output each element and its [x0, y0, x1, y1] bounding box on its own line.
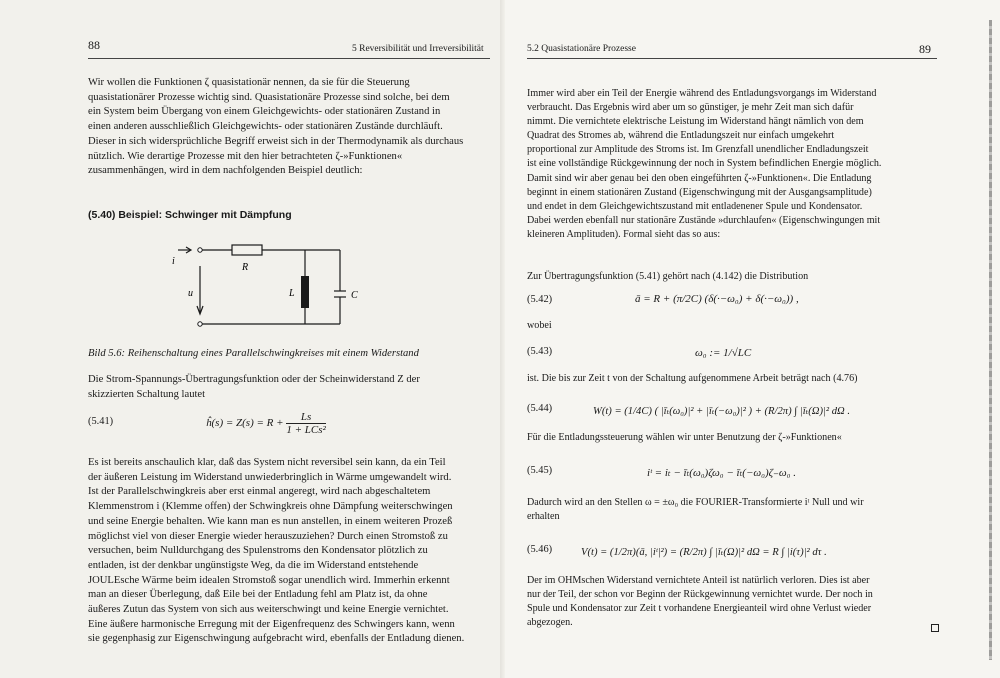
- equation-number-5-44: (5.44): [527, 403, 553, 414]
- text-line: proportional zur Amplitude des Stroms ist. Im Grenzfall unendlicher Endladungszeit: [527, 144, 869, 156]
- text-line: nimmt. Die vernichtete elektrische Leistung im Widerstand hängt nämlich von dem: [527, 116, 864, 128]
- text-line: Immer wird aber ein Teil der Energie während des Entladungsvorgangs im Widerstand: [527, 88, 877, 99]
- label-current: i: [172, 256, 175, 267]
- text-line: nur der Teil, der schon vor Beginn der Rückgewinnung vernichtet wurde. Der noch in: [527, 589, 873, 601]
- text-line: beginnt in einem stationären Zustand (Eigenschwingung mit der Ausgangsamplitude): [527, 186, 872, 198]
- text-line: versuchen, beim Nulldurchgang des Spulenstroms den Kondensator plötzlich zu: [88, 545, 428, 557]
- text-line: Ist der Parallelschwingkreis aber erst einmal angeregt, wird nach abgeschaltetem: [88, 486, 431, 498]
- fraction-denominator: 1 + LCs²: [286, 424, 326, 436]
- equation-number-5-46: (5.46): [527, 544, 553, 555]
- terminal-bottom: [198, 322, 202, 326]
- right-top-paragraph: [527, 87, 939, 242]
- text-line: kleineren Amplituden). Formal sieht das so aus:: [527, 228, 721, 240]
- closing-paragraph: [527, 574, 939, 630]
- equation-5-41-lhs: ĥ(s) = Z(s) = R +: [206, 417, 287, 430]
- equation-number-5-42: (5.42): [527, 294, 553, 305]
- text-line: sie gegenphasig zur Eigenschwingung aufgebracht wird, ebenfalls der Entladung dienen.: [88, 633, 465, 645]
- text-line: zusammenhängen, wird in dem nachfolgenden Beispiel deutlich:: [88, 165, 363, 177]
- circuit-diagram: [160, 236, 370, 338]
- zur-line: Zur Übertragungsfunktion (5.41) gehört nach (4.142) die Distribution: [527, 271, 809, 282]
- equation-5-43: ω₀ := 1/√LC: [695, 347, 752, 359]
- text-line: Es ist bereits anschaulich klar, daß das System nicht reversibel sein kann, da ein Teil: [88, 457, 446, 468]
- resistor-symbol: [232, 245, 262, 255]
- text-line: JOULEsche Wärme beim idealen Stromstoß sogar unendlich wird. Immerhin erkennt: [88, 574, 450, 586]
- control-line: Für die Entladungssteuerung wählen wir unter Benutzung der ζ-»Funktionen«: [527, 432, 842, 443]
- equation-number-5-45: (5.45): [527, 465, 553, 476]
- page-edge-shadow: [989, 20, 992, 660]
- equation-5-45: iᵗ = iₜ − īₜ(ω₀)ζω₀ − īₜ(−ω₀)ζ₋ω₀ .: [647, 467, 796, 479]
- text-line: einen anderen ausschließlich Gleichgewichts- oder stationären Zustände durchläuft.: [88, 121, 443, 133]
- inductor-core: [301, 276, 309, 308]
- text-line: verbraucht. Das Ergebnis wird aber um so günstiger, je mehr Zeit man sich dafür: [527, 102, 854, 114]
- text-line: ein System beim Übergang von einem Gleichgewichts- oder stationären Zustand in: [88, 106, 441, 118]
- equation-5-44: W(t) = (1/4C) ( |īₜ(ω₀)|² + |īₜ(−ω₀)|² ) + (R/2π) ∫ |īₜ(Ω)|² dΩ .: [593, 406, 850, 417]
- text-line: möglichst viel von dieser Energie wieder herauszuziehen? Durch einen Stromstoß zu: [88, 530, 448, 542]
- text-line: und seine Energie behalten. Wie kann man es nun anstellen, in einem weiteren Prozeß: [88, 515, 453, 527]
- label-inductor: L: [289, 288, 295, 299]
- wobei-label: wobei: [527, 320, 552, 331]
- left-intro-paragraph: [88, 76, 490, 179]
- text-line: der äußeren Leistung im Widerstand unwiederbringlich in Wärme umgewandelt wird.: [88, 471, 452, 483]
- text-line: und endet in dem Gleichgewichtszustand mit entladenener Spule und Kondensator.: [527, 200, 863, 212]
- label-capacitor: C: [351, 290, 358, 301]
- right-page-number: 89: [919, 42, 931, 56]
- fraction-numerator: Ls: [286, 411, 325, 424]
- right-header-rule: [527, 58, 937, 59]
- text-line: entladen, ist der denkbar ungünstigste Weg, da die im Widerstand entstehende: [88, 559, 419, 571]
- left-header-rule: [88, 58, 490, 59]
- equation-5-46: V(t) = (1/2π)(ā, |iᵗ|²) = (R/2π) ∫ |īₜ(Ω)|² dΩ = R ∫ |i(τ)|² dτ .: [581, 547, 827, 558]
- text-line: Quadrat des Stromes ab, während die Entladungszeit nur einfach umgekehrt: [527, 130, 835, 142]
- text-line: ist eine vollständige Rückgewinnung der noch in System befindlichen Energie möglich.: [527, 158, 882, 170]
- text-line: Dabei werden ebenfall nur stationäre Zustände »durchlaufen« (Eigenschwingungen mit: [527, 214, 881, 226]
- text-line: skizzierten Schaltung lautet: [88, 388, 206, 400]
- terminal-top: [198, 248, 202, 252]
- text-line: äußeres Zutun das System von sich aus weiterschwingt und keine Energie vernichtet.: [88, 604, 449, 616]
- text-line: man an dieser Überlegung, daß Eile bei der Entladung fehl am Platz ist, da ohne: [88, 589, 428, 601]
- left-body-paragraph: [88, 456, 490, 647]
- equation-number-5-41: (5.41): [88, 416, 114, 427]
- label-resistor: R: [242, 262, 249, 273]
- text-line: Die Strom-Spannungs-Übertragungsfunktion oder der Scheinwiderstand Z der: [88, 374, 420, 385]
- work-line: ist. Die bis zur Zeit t von der Schaltung aufgenommene Arbeit beträgt nach (4.76): [527, 373, 858, 384]
- left-running-head: 5 Reversibilität und Irreversibilität: [352, 44, 484, 54]
- equation-5-41: [206, 411, 326, 436]
- figure-caption: Bild 5.6: Reihenschaltung eines Parallelschwingkreises mit einem Widerstand: [88, 348, 419, 359]
- text-line: nützlich. Wie derartige Prozesse mit den hier betrachteten ζ-»Funktionen«: [88, 150, 403, 162]
- equation-number-5-43: (5.43): [527, 346, 553, 357]
- text-line: Der im OHMschen Widerstand vernichtete Anteil ist natürlich verloren. Dies ist aber: [527, 575, 870, 586]
- text-line: Klemmenstrom i (Klemme offen) der Schwingkreis ohne Dämpfung weiterschwingen: [88, 501, 453, 513]
- text-line: Dieser in sich widersprüchliche Begriff erweist sich in der Thermodynamik als durchaus: [88, 135, 464, 147]
- qed-square-icon: [931, 624, 939, 632]
- text-line: Damit sind wir aber genau bei den oben eingeführten ζ-»Funktionen«. Die Entladung: [527, 172, 872, 184]
- text-line: Eine äußere harmonische Erregung mit der Eigenfrequenz des Schwingers kann, wenn: [88, 618, 455, 630]
- dadurch-paragraph: [527, 496, 939, 524]
- text-line: Wir wollen die Funktionen ζ quasistationär nennen, da sie für die Steuerung: [88, 77, 410, 88]
- transfer-paragraph: [88, 373, 490, 402]
- label-voltage: u: [188, 288, 193, 299]
- text-line: erhalten: [527, 511, 560, 523]
- text-line: Spule und Kondensator zur Zeit t vorhandene Energieanteil wird ohne Verlust wieder: [527, 603, 872, 615]
- equation-5-42: ā = R + (π/2C) (δ(·−ω₀) + δ(·−ω₀)) ,: [635, 293, 799, 305]
- text-line: Dadurch wird an den Stellen ω = ±ω₀ die FOURIER-Transformierte iᵗ Null und wir: [527, 497, 864, 508]
- right-page: [505, 0, 1000, 678]
- right-running-head: 5.2 Quasistationäre Prozesse: [527, 44, 636, 54]
- example-heading: (5.40) Beispiel: Schwinger mit Dämpfung: [88, 209, 292, 221]
- left-page-number: 88: [88, 38, 100, 52]
- equation-5-41-fraction: [286, 411, 325, 436]
- text-line: quasistationärer Prozesse wichtig sind. Quasistationäre Prozesse sind solche, bei dem: [88, 91, 450, 103]
- text-line: abgezogen.: [527, 617, 573, 629]
